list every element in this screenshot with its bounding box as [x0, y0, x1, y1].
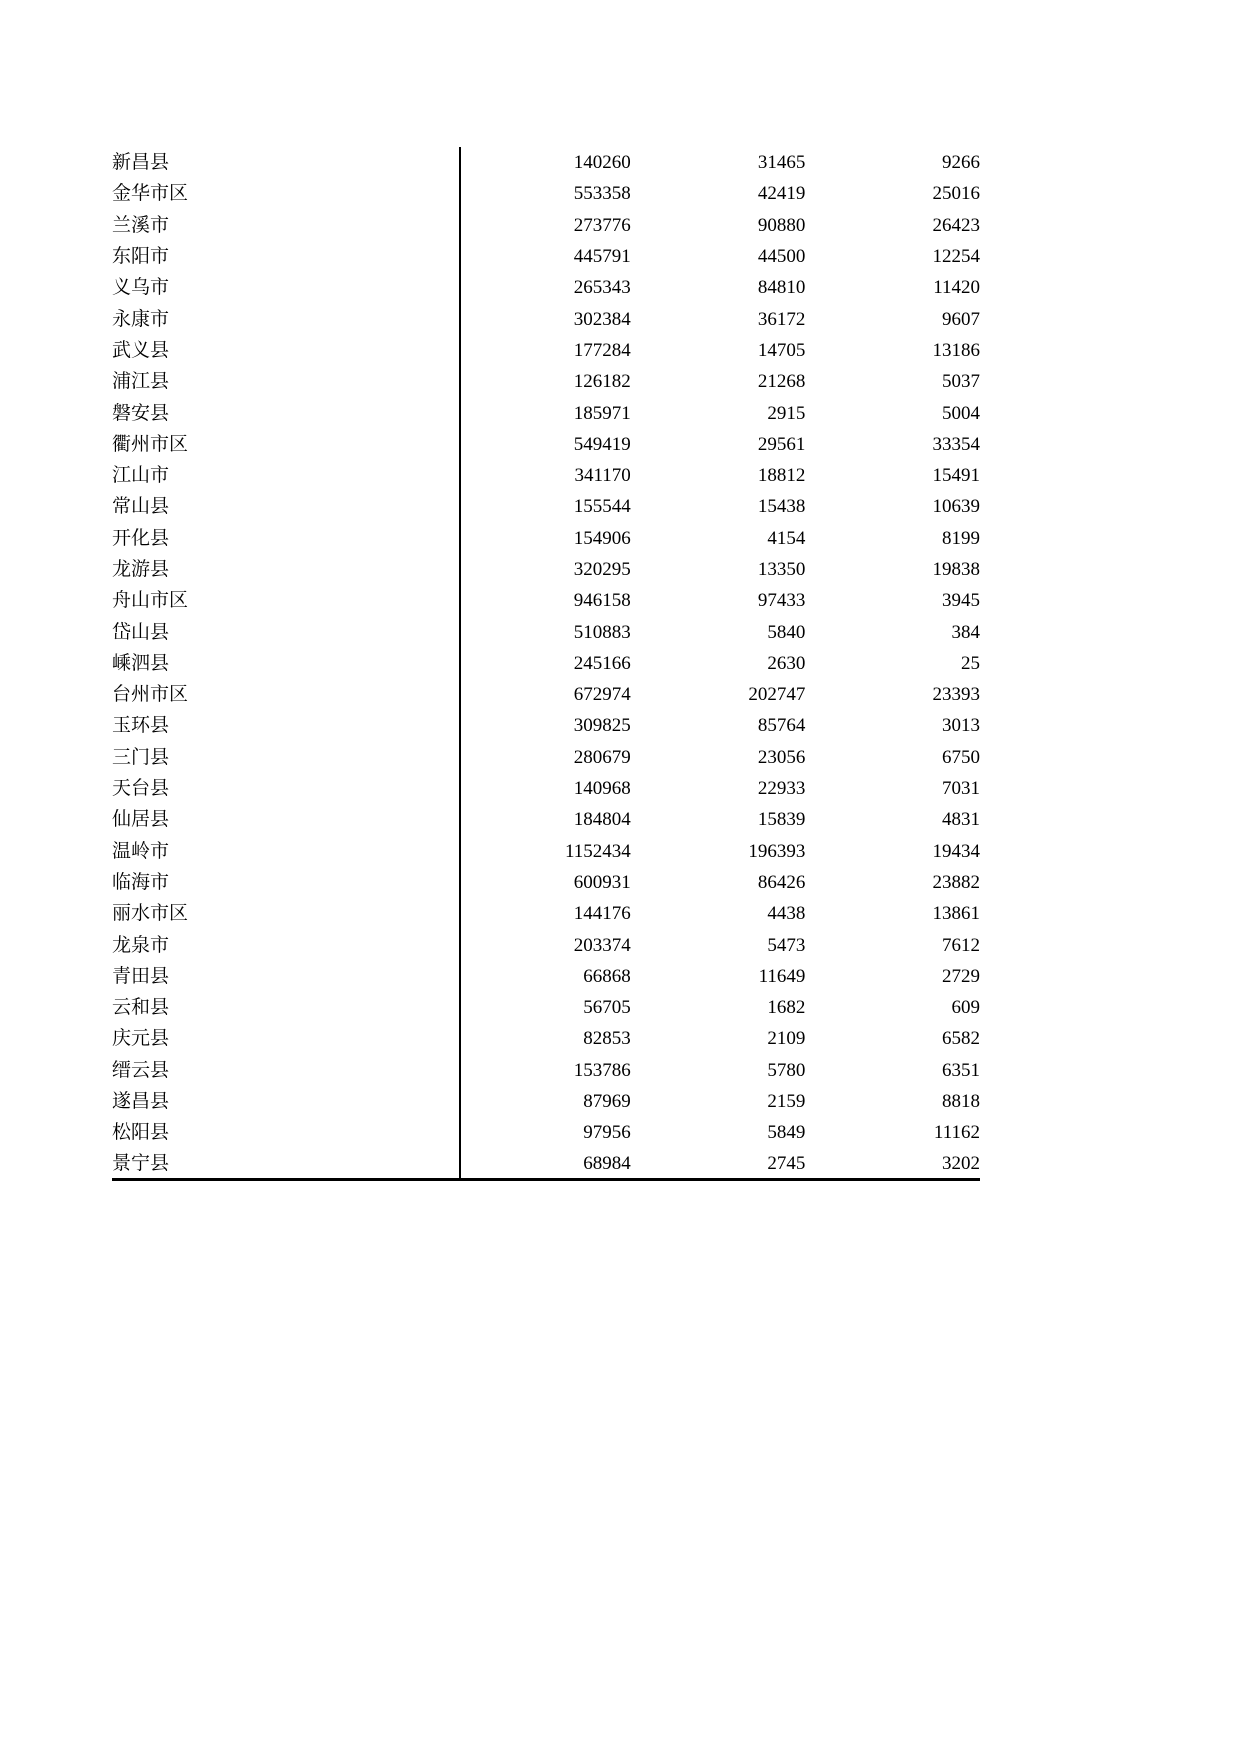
data-table	[112, 147, 980, 1181]
value-cell-2: 5849	[767, 1122, 806, 1144]
value-cell-3: 15491	[932, 465, 980, 487]
value-cell-2: 4438	[767, 903, 806, 925]
table-row	[112, 898, 980, 929]
value-cell-1: 56705	[583, 997, 631, 1019]
table-row	[112, 210, 980, 241]
value-cell-3: 384	[951, 621, 980, 643]
value-cell-2: 85764	[757, 715, 806, 737]
table-row	[112, 804, 980, 835]
value-cell-1: 87969	[583, 1091, 631, 1113]
value-cell-2: 196393	[748, 840, 806, 862]
value-cell-3: 2729	[942, 965, 980, 987]
value-cell-1: 203374	[573, 934, 631, 956]
region-name-cell: 兰溪市	[112, 210, 460, 241]
region-name-cell: 庆元县	[112, 1023, 460, 1054]
region-name-cell: 开化县	[112, 523, 460, 554]
value-cell-3: 19434	[932, 840, 980, 862]
table-row	[112, 710, 980, 741]
value-cell-1: 445791	[573, 246, 631, 268]
value-cell-3: 3013	[942, 715, 980, 737]
table-row	[112, 272, 980, 303]
value-cell-3: 7031	[942, 778, 980, 800]
region-name-cell: 遂昌县	[112, 1086, 460, 1117]
table-row	[112, 523, 980, 554]
value-cell-3: 7612	[942, 934, 980, 956]
table-row	[112, 742, 980, 773]
value-cell-1: 126182	[573, 371, 631, 393]
value-cell-3: 25016	[932, 183, 980, 205]
value-cell-3: 8818	[942, 1091, 980, 1113]
region-name-cell: 舟山市区	[112, 585, 460, 616]
table-row	[112, 429, 980, 460]
region-name-cell: 嵊泗县	[112, 648, 460, 679]
value-cell-3: 10639	[932, 496, 980, 518]
value-cell-2: 14705	[757, 339, 806, 361]
table-row	[112, 1055, 980, 1086]
value-cell-1: 154906	[573, 527, 631, 549]
value-cell-1: 97956	[583, 1122, 631, 1144]
region-name-cell: 仙居县	[112, 804, 460, 835]
value-cell-1: 66868	[583, 965, 631, 987]
value-cell-2: 2109	[767, 1028, 806, 1050]
value-cell-3: 13861	[932, 903, 980, 925]
value-cell-2: 18812	[757, 465, 806, 487]
region-name-cell: 龙游县	[112, 554, 460, 585]
region-name-cell: 东阳市	[112, 241, 460, 272]
table-row	[112, 178, 980, 209]
table-row	[112, 241, 980, 272]
value-cell-1: 265343	[573, 277, 631, 299]
value-cell-2: 21268	[757, 371, 806, 393]
region-name-cell: 丽水市区	[112, 898, 460, 929]
value-cell-1: 946158	[573, 590, 631, 612]
value-cell-2: 11649	[758, 965, 806, 987]
value-cell-1: 155544	[573, 496, 631, 518]
region-name-cell: 新昌县	[112, 147, 460, 178]
value-cell-2: 5840	[767, 621, 806, 643]
value-cell-3: 9607	[942, 308, 980, 330]
value-cell-1: 553358	[573, 183, 631, 205]
table-row	[112, 147, 980, 178]
region-name-cell: 常山县	[112, 491, 460, 522]
table-row	[112, 773, 980, 804]
region-name-cell: 台州市区	[112, 679, 460, 710]
value-cell-2: 1682	[767, 997, 806, 1019]
region-name-cell: 三门县	[112, 742, 460, 773]
value-cell-1: 245166	[573, 652, 631, 674]
region-name-cell: 岱山县	[112, 616, 460, 647]
value-cell-2: 4154	[767, 527, 806, 549]
value-cell-1: 309825	[573, 715, 631, 737]
table-row	[112, 1117, 980, 1148]
table-row	[112, 616, 980, 647]
region-name-cell: 龙泉市	[112, 929, 460, 960]
value-cell-1: 185971	[573, 402, 631, 424]
value-cell-2: 2745	[631, 1149, 806, 1180]
table-row	[112, 929, 980, 960]
table-row	[112, 961, 980, 992]
table-row	[112, 585, 980, 616]
value-cell-3: 6582	[942, 1028, 980, 1050]
value-cell-2: 22933	[757, 778, 806, 800]
value-cell-1: 549419	[573, 433, 631, 455]
value-cell-2: 2630	[767, 652, 806, 674]
table-row	[112, 460, 980, 491]
table-row	[112, 1149, 980, 1180]
value-cell-1: 140968	[573, 778, 631, 800]
value-cell-1: 302384	[573, 308, 631, 330]
value-cell-2: 29561	[757, 433, 806, 455]
table-body	[112, 147, 980, 1180]
value-cell-1: 153786	[573, 1059, 631, 1081]
value-cell-2: 15438	[757, 496, 806, 518]
table-row	[112, 867, 980, 898]
value-cell-3: 12254	[932, 246, 980, 268]
value-cell-3: 26423	[932, 214, 980, 236]
value-cell-2: 42419	[757, 183, 806, 205]
value-cell-2: 84810	[757, 277, 806, 299]
table-row	[112, 491, 980, 522]
value-cell-3: 5004	[942, 402, 980, 424]
region-name-cell: 天台县	[112, 773, 460, 804]
value-cell-1: 82853	[583, 1028, 631, 1050]
value-cell-3: 6351	[942, 1059, 980, 1081]
value-cell-1: 280679	[573, 746, 631, 768]
table-row	[112, 1086, 980, 1117]
region-name-cell: 温岭市	[112, 836, 460, 867]
region-name-cell: 临海市	[112, 867, 460, 898]
region-name-cell: 松阳县	[112, 1117, 460, 1148]
table-row	[112, 335, 980, 366]
region-name-cell: 缙云县	[112, 1055, 460, 1086]
table-row	[112, 366, 980, 397]
value-cell-1: 1152434	[564, 840, 631, 862]
value-cell-1: 672974	[573, 684, 631, 706]
table-row	[112, 648, 980, 679]
value-cell-3: 33354	[932, 433, 980, 455]
table-row	[112, 836, 980, 867]
data-sheet	[112, 147, 980, 1181]
value-cell-3: 4831	[942, 809, 980, 831]
region-name-cell: 景宁县	[112, 1149, 460, 1180]
value-cell-2: 13350	[757, 559, 806, 580]
value-cell-3: 3202	[805, 1149, 980, 1180]
value-cell-3: 609	[951, 997, 980, 1019]
value-cell-2: 15839	[757, 809, 806, 831]
value-cell-1: 320295	[573, 559, 631, 580]
table-row	[112, 554, 980, 585]
value-cell-2: 23056	[757, 746, 806, 768]
value-cell-1: 184804	[573, 809, 631, 831]
value-cell-2: 86426	[757, 871, 806, 893]
value-cell-3: 23882	[932, 871, 980, 893]
value-cell-2: 31465	[757, 152, 806, 174]
value-cell-2: 97433	[757, 590, 806, 612]
value-cell-1: 341170	[574, 465, 631, 487]
value-cell-3: 19838	[932, 559, 980, 580]
value-cell-1: 68984	[460, 1149, 631, 1180]
value-cell-2: 202747	[748, 684, 806, 706]
region-name-cell: 衢州市区	[112, 429, 460, 460]
value-cell-3: 5037	[942, 371, 980, 393]
table-row	[112, 1023, 980, 1054]
value-cell-3: 11162	[933, 1122, 980, 1144]
table-row	[112, 992, 980, 1023]
region-name-cell: 江山市	[112, 460, 460, 491]
region-name-cell: 磐安县	[112, 397, 460, 428]
value-cell-3: 9266	[942, 152, 980, 174]
value-cell-1: 600931	[573, 871, 631, 893]
value-cell-3: 13186	[932, 339, 980, 361]
region-name-cell: 永康市	[112, 303, 460, 334]
value-cell-2: 2159	[767, 1091, 806, 1113]
region-name-cell: 义乌市	[112, 272, 460, 303]
table-row	[112, 303, 980, 334]
table-row	[112, 397, 980, 428]
value-cell-1: 177284	[573, 339, 631, 361]
region-name-cell: 玉环县	[112, 710, 460, 741]
value-cell-2: 44500	[757, 246, 806, 268]
value-cell-3: 6750	[942, 746, 980, 768]
value-cell-3: 8199	[942, 527, 980, 549]
region-name-cell: 青田县	[112, 961, 460, 992]
value-cell-1: 144176	[573, 903, 631, 925]
value-cell-2: 5473	[767, 934, 806, 956]
value-cell-1: 140260	[573, 152, 631, 174]
value-cell-3: 25	[961, 652, 980, 674]
value-cell-3: 11420	[933, 277, 980, 299]
value-cell-1: 510883	[573, 621, 631, 643]
value-cell-2: 36172	[757, 308, 806, 330]
value-cell-2: 90880	[757, 214, 806, 236]
value-cell-2: 2915	[767, 402, 806, 424]
region-name-cell: 云和县	[112, 992, 460, 1023]
region-name-cell: 金华市区	[112, 178, 460, 209]
value-cell-3: 23393	[932, 684, 980, 706]
value-cell-2: 5780	[767, 1059, 806, 1081]
region-name-cell: 武义县	[112, 335, 460, 366]
value-cell-1: 273776	[573, 214, 631, 236]
value-cell-3: 3945	[942, 590, 980, 612]
region-name-cell: 浦江县	[112, 366, 460, 397]
table-row	[112, 679, 980, 710]
